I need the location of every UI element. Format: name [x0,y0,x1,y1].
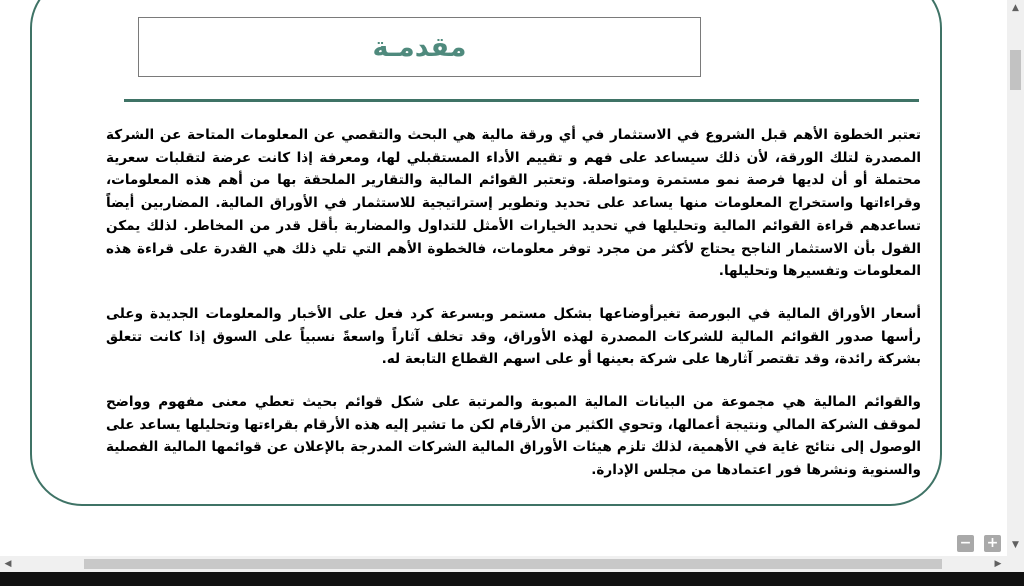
paragraph-2: أسعار الأوراق المالية في البورصة تغيرأوضاعها بشكل مستمر وبسرعة كرد فعل على الأخبار والمعلومات الجديدة وعلى رأسها صدور القوائم المالية للشركات المصدرة لهذه الأوراق، وقد تخلف آثاراً واسعةً نسبياً على السوق إذا كانت تتعلق بشركة رائدة، وقد تقتصر آثارها على شركة بعينها أو على اسهم القطاع التابعة له. [106,305,921,368]
page-title: مقدمـة [372,31,467,63]
page-frame [30,0,942,506]
title-divider [124,99,919,102]
horizontal-scrollbar[interactable] [0,556,1007,572]
taskbar [0,572,1024,586]
scroll-up-arrow-icon[interactable]: ▲ [1012,3,1019,13]
title-box [138,17,701,77]
vertical-scroll-thumb[interactable] [1010,50,1021,90]
scroll-left-arrow-icon[interactable]: ◀ [4,559,12,569]
paragraph-3: والقوائم المالية هي مجموعة من البيانات المالية المبوبة والمرتبة على شكل قوائم بحيث تعطي معنى مفهوم وواضح لموقف الشركة المالي ونتيجة أعمالها، وتحوي الكثير من الأرقام لكن ما تشير إليه هذه الأرقام بقراءتها وتحليلها يساعد على الوصول إلى نتائج غاية في الأهمية، لذلك تلزم هيئات الأوراق المالية الشركات المدرجة بالإعلان عن قوائمها المالية الفصلية والسنوية ونشرها فور اعتمادها من مجلس الإدارة. [106,394,921,479]
zoom-out-button[interactable]: − [957,535,974,552]
document-body [106,124,921,502]
horizontal-scroll-thumb[interactable] [84,559,942,569]
scroll-down-arrow-icon[interactable]: ▼ [1012,540,1019,550]
vertical-scrollbar[interactable] [1007,0,1024,572]
scroll-right-arrow-icon[interactable]: ▶ [994,559,1002,569]
zoom-in-button[interactable]: + [984,535,1001,552]
paragraph-1: تعتبر الخطوة الأهم قبل الشروع في الاستثمار في أي ورقة مالية هي البحث والتقصي عن المعلومات المتاحة عن الشركة المصدرة لتلك الورقة، لأن ذلك سيساعد على فهم و تقييم الأداء المستقبلي لها، ومعرفة إذا كانت عرضة لتقلبات سعرية محتملة أو أن لديها فرصة نمو مستمرة ومتواصلة. وتعتبر القوائم المالية والتقارير الملحقة بها من أهم هذه المعلومات، وقراءاتها واستخراج المعلومات منها يساعد على تحديد وتطوير إستراتيجية للاستثمار في الأوراق المالية. المضاربين أيضاً تساعدهم قراءة القوائم المالية وتحليلها في تحديد الخيارات الأمثل للتداول والمضاربة بأقل قدر من المخاطر. لذلك يمكن القول بأن الاستثمار الناجح يحتاج لأكثر من مجرد توفر معلومات، فالخطوة الأهم التي تلي ذلك هي القدرة على قراءة هذه المعلومات وتفسيرها وتحليلها. [106,127,921,280]
